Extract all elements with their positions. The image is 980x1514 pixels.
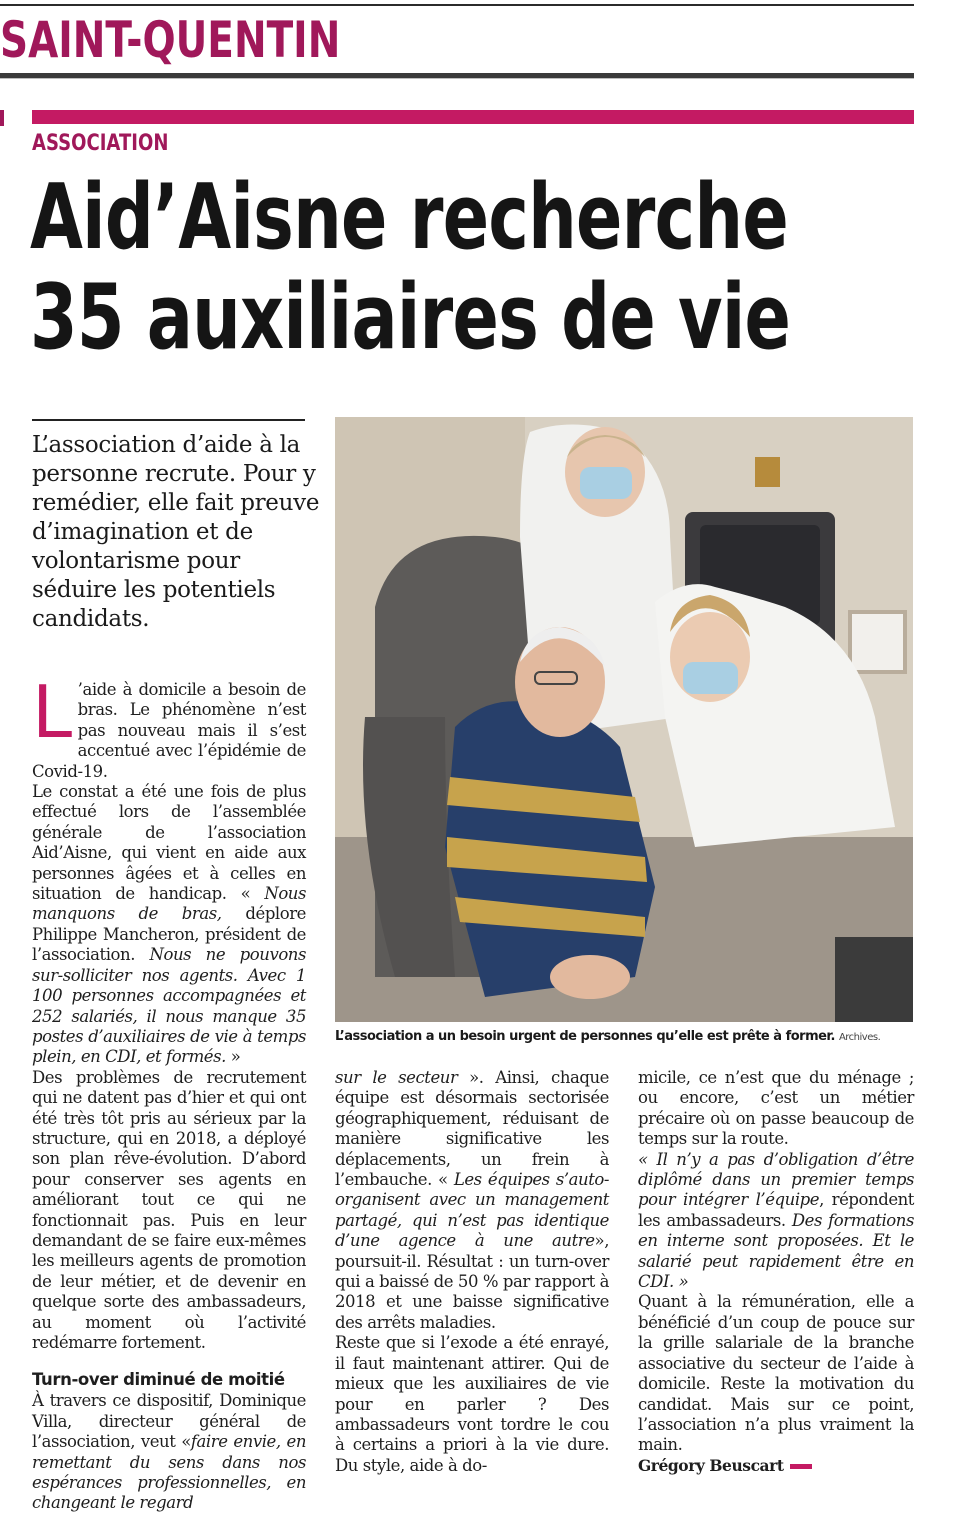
quote-run: sur le secteur (335, 1068, 458, 1087)
intro-text: ’aide à domicile a besoin de bras. Le phénomène n’est pas nouveau mais il s’est accentué avec l’épidémie de Covid-19. (32, 680, 306, 781)
text-run: », poursuit-il. Résultat : un turn-over qui a baissé de 50 % par rapport à 2018 et une baisse significative des arrêts maladies. (335, 1231, 609, 1332)
article-photo (335, 417, 913, 1022)
text-run: ». Ainsi, chaque équipe est désormais sectorisée géographiquement, réduisant de manière significative les déplacements, un frein à l’embauche. « (335, 1068, 609, 1190)
quote-run: Nous manquons de bras, (32, 884, 306, 924)
headline (30, 165, 791, 370)
headline-line-1: Aid’Aisne recherche (30, 165, 789, 270)
text-run: » (230, 1047, 241, 1067)
column-2 (335, 1068, 609, 1476)
author-name: Grégory Beuscart (638, 1455, 784, 1475)
column-1 (32, 670, 307, 1514)
end-mark (790, 1464, 812, 1469)
quote-run: Les équipes s’auto-organisent avec un management partagé, qui n’est pas identique d’une agence à une autre (335, 1170, 610, 1251)
paragraph-problemes: Des problèmes de recrutement qui ne datent pas d’hier et qui ont été très tôt pris au sérieux par la structure, qui en 2018, a déployé son plan rêve-évolution. D’abord pour conserver ses agents en améliorant tout ce qui ne fonctionnait pas. Puis en leur demandant de se faire eux-mêmes les meilleurs agents de promotion de leur métier, et de devenir en quelque sorte des ambassadeurs, au moment où l’activité redémarre fortement. (32, 1067, 306, 1352)
subheading: Turn-over diminué de moitié (32, 1370, 285, 1390)
section-title: SAINT-QUENTIN (0, 11, 341, 69)
paragraph-remuneration: Quant à la rémunération, elle a bénéficié d’un coup de pouce sur la grille salariale de la branche associative du secteur de l’aide à domicile. Reste la motivation du candidat. Mais sur ce point, l’association n’a plus vraiment la main. (638, 1292, 914, 1455)
text-run: déplore Philippe Mancheron, président de l’association. (32, 904, 306, 965)
text-run: , répondent les ambassadeurs. (638, 1190, 914, 1230)
paragraph-dispositif (32, 1391, 306, 1513)
paragraph-menage: micile, ce n’est que du ménage ; ou encore, c’est un métier précaire où on passe beaucoup de temps sur la route. (638, 1068, 914, 1149)
paragraph-constat (32, 782, 306, 1068)
column-3 (638, 1068, 914, 1476)
text-run: Le constat a été une fois de plus effectué lors de l’assemblée générale de l’association Aid’Aisne, qui vient en aide aux personnes âgées et à celles en situation de handicap. « (32, 782, 306, 904)
photo-credit: Archives. (838, 1032, 881, 1043)
top-rule (0, 4, 914, 6)
section-rule-thin (0, 78, 914, 79)
author-signature (638, 1456, 914, 1476)
kicker-bar (32, 110, 914, 124)
quote-run: Des formations en interne sont proposées. Et le salarié peut rapidement être en CDI. » (638, 1210, 914, 1292)
paragraph-exode: Reste que si l’exode a été enrayé, il faut maintenant attirer. Qui de mieux que les auxiliaires de vie pour en parler ? Des ambassadeurs vont tordre le cou à certains a priori à la vie dure. Du style, aide à do- (335, 1333, 609, 1475)
kicker: ASSOCIATION (32, 131, 169, 156)
chapo-rule (32, 419, 305, 421)
photo-caption (335, 1028, 915, 1047)
caption-text: L’association a un besoin urgent de personnes qu’elle est prête à former. (335, 1029, 835, 1044)
text-run: À travers ce dispositif, Dominique Villa, directeur général de l’association, veut « (32, 1391, 306, 1452)
quote-run: « Il n’y a pas d’obligation d’être diplômé dans un premier temps pour intégrer l’équipe (638, 1149, 914, 1210)
paragraph-intro (32, 670, 306, 782)
quote-run: faire envie, en remettant du sens dans nos espérances professionnelles, en changeant le regard (32, 1432, 306, 1513)
paragraph-secteur (335, 1068, 609, 1333)
paragraph-ambassadeurs (638, 1150, 914, 1293)
photo-illustration (335, 417, 913, 1022)
quote-run: Nous ne pouvons sur-solliciter nos agents. Avec 1 100 personnes accompagnées et 252 salariés, il nous manque 35 postes d’auxiliaires de vie à temps plein, en CDI, et formés. (32, 945, 307, 1067)
drop-cap: L (32, 670, 72, 754)
chapo: L’association d’aide à la personne recrute. Pour y remédier, elle fait preuve d’imagination et de volontarisme pour séduire les potentiels candidats. (32, 432, 320, 632)
headline-line-2: 35 auxiliaires de vie (30, 265, 791, 370)
margin-marker (0, 110, 4, 126)
